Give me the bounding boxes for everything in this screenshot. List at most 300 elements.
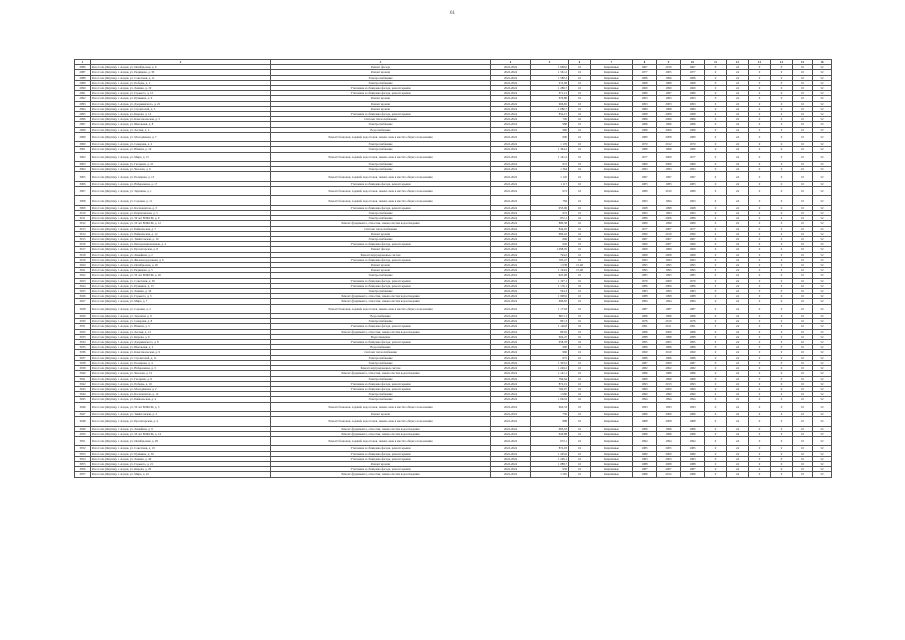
- table-cell-y2: 2011: [657, 324, 681, 329]
- table-cell-c12: 0: [749, 366, 771, 371]
- table-cell-period: 2022-2024: [491, 329, 531, 334]
- table-cell-c10: 0: [705, 397, 727, 402]
- table-cell-addr: Реза Саха (Якутия), г. Алдан, ул. Пролетарская, д. 8: [91, 247, 271, 252]
- table-cell-c10: 0: [705, 247, 727, 252]
- table-cell-addr: Реза Саха (Якутия), г. Алдан, ул. Школьная, д. 8: [91, 122, 271, 127]
- table-cell-c12: 0: [749, 411, 771, 416]
- table-cell-c10: 0: [705, 221, 727, 226]
- table-cell-y1: 1986: [633, 472, 657, 477]
- table-cell-cost: 1 141,1: [531, 371, 569, 376]
- table-cell-c13: 0: [771, 273, 793, 278]
- table-cell-period: 2022-2024: [491, 132, 531, 141]
- table-cell-c12: 0: [749, 402, 771, 411]
- table-cell-a: 16: [569, 402, 591, 411]
- table-cell-c14: 10: [793, 324, 813, 329]
- table-cell-n: 3027: [75, 299, 91, 304]
- table-cell-b: Кирпичные: [591, 226, 633, 231]
- table-cell-c10: 0: [705, 252, 727, 257]
- table-cell-c11: 24: [727, 117, 749, 122]
- table-cell-cost: 1 098,05: [531, 247, 569, 252]
- table-cell-cost: 1 364: [531, 167, 569, 172]
- table-cell-y3: 1963: [681, 211, 705, 216]
- table-cell-n: 3000: [75, 142, 91, 147]
- table-cell-c10: 0: [705, 472, 727, 477]
- table-cell-cost: 906,65: [531, 101, 569, 106]
- table-cell-b: Кирпичные: [591, 70, 633, 75]
- table-cell-cost: 671,12: [531, 91, 569, 96]
- table-cell-c12: 0: [749, 451, 771, 456]
- table-cell-period: 2022-2024: [491, 386, 531, 391]
- table-cell-addr: Реза Саха (Якутия), г. Алдан, ул. Северная, д. 8: [91, 319, 271, 324]
- table-cell-c15: 52: [813, 350, 832, 355]
- table-cell-y2: 1996: [657, 426, 681, 431]
- table-cell-y2: 1999: [657, 247, 681, 252]
- table-cell-c14: 10: [793, 360, 813, 365]
- table-cell-c15: 52: [813, 426, 832, 431]
- table-cell-work: Ремонт балконов, лоджий, водостоков, замена окон в местах общего пользования: [271, 172, 491, 181]
- table-cell-c11: 24: [727, 392, 749, 397]
- table-cell-c10: 0: [705, 446, 727, 451]
- column-header: 2: [91, 60, 271, 65]
- table-cell-work: Электроснабжение: [271, 211, 491, 216]
- table-cell-c13: 0: [771, 319, 793, 324]
- table-cell-c11: 24: [727, 386, 749, 391]
- table-cell-a: 16: [569, 96, 591, 101]
- table-cell-y3: 1989: [681, 187, 705, 196]
- table-cell-addr: Реза Саха (Якутия), г. Алдан, ул. Горького, д. 12: [91, 91, 271, 96]
- table-cell-n: 3048: [75, 417, 91, 426]
- table-cell-y1: 1989: [633, 221, 657, 226]
- table-cell-cost: 625,99: [531, 273, 569, 278]
- table-cell-y2: 2007: [657, 242, 681, 247]
- table-cell-a: 16: [569, 142, 591, 147]
- table-cell-c13: 0: [771, 167, 793, 172]
- table-cell-y2: 2013: [657, 381, 681, 386]
- table-cell-y1: 1990: [633, 231, 657, 236]
- table-cell-y3: 1990: [681, 231, 705, 236]
- table-cell-y2: 2008: [657, 252, 681, 257]
- table-cell-work: Ремонт фундамента, отмостки, замена систем водоотведения: [271, 329, 491, 334]
- table-cell-c14: 10: [793, 263, 813, 268]
- table-row: [75, 304, 832, 313]
- table-cell-period: 2022-2024: [491, 65, 531, 70]
- table-cell-c11: 24: [727, 304, 749, 313]
- table-cell-c11: 24: [727, 314, 749, 319]
- table-cell-addr: Реза Саха (Якутия), г. Алдан, ул. Тимптонская, д. 2: [91, 411, 271, 416]
- table-cell-addr: Реза Саха (Якутия), г. Алдан, ул. Чкалова, д. 6: [91, 167, 271, 172]
- table-cell-n: 3022: [75, 273, 91, 278]
- table-cell-period: 2022-2024: [491, 237, 531, 242]
- table-cell-period: 2022-2024: [491, 226, 531, 231]
- table-cell-work: Ремонт фасада: [271, 65, 491, 70]
- table-cell-y3: 1979: [681, 278, 705, 283]
- table-cell-c14: 10: [793, 112, 813, 117]
- table-cell-c11: 24: [727, 147, 749, 152]
- table-cell-n: 3034: [75, 340, 91, 345]
- table-cell-c11: 24: [727, 319, 749, 324]
- table-cell-work: Ремонт кровли: [271, 461, 491, 466]
- table-cell-c13: 0: [771, 304, 793, 313]
- table-cell-c13: 0: [771, 299, 793, 304]
- table-cell-c11: 24: [727, 411, 749, 416]
- table-cell-period: 2022-2024: [491, 263, 531, 268]
- table-cell-c12: 0: [749, 304, 771, 313]
- table-cell-period: 2022-2024: [491, 142, 531, 147]
- table-cell-n: 3021: [75, 268, 91, 273]
- table-cell-y1: 1986: [633, 75, 657, 80]
- table-cell-b: Кирпичные: [591, 426, 633, 431]
- table-cell-n: 3056: [75, 467, 91, 472]
- table-cell-n: 3049: [75, 426, 91, 431]
- table-cell-addr: Реза Саха (Якутия), г. Алдан, ул. Советская, д. 30: [91, 278, 271, 283]
- table-cell-y1: 1986: [633, 122, 657, 127]
- table-cell-y3: 1990: [681, 242, 705, 247]
- table-cell-y3: 1986: [681, 117, 705, 122]
- table-cell-c10: 0: [705, 106, 727, 111]
- table-cell-c14: 10: [793, 376, 813, 381]
- table-cell-b: Кирпичные: [591, 436, 633, 445]
- table-cell-addr: Реза Саха (Якутия), г. Алдан, ул. Линейная, д. 9: [91, 426, 271, 431]
- table-cell-y2: 2005: [657, 340, 681, 345]
- table-cell-c14: 10: [793, 86, 813, 91]
- table-cell-c11: 24: [727, 231, 749, 236]
- table-cell-n: 3015: [75, 237, 91, 242]
- table-cell-c15: 52: [813, 211, 832, 216]
- table-cell-a: 16: [569, 152, 591, 161]
- table-cell-c15: 52: [813, 75, 832, 80]
- table-cell-n: 2997: [75, 122, 91, 127]
- table-cell-y1: 1986: [633, 216, 657, 221]
- table-cell-n: 3014: [75, 231, 91, 236]
- table-cell-a: 16: [569, 350, 591, 355]
- table-cell-work: Водоснабжение: [271, 127, 491, 132]
- table-cell-y2: 2005: [657, 70, 681, 75]
- table-cell-c11: 24: [727, 376, 749, 381]
- table-cell-cost: 960: [531, 127, 569, 132]
- table-cell-work: Ремонт балконов, лоджий, водостоков, замена окон в местах общего пользования: [271, 402, 491, 411]
- table-cell-period: 2022-2024: [491, 319, 531, 324]
- table-cell-a: 16: [569, 106, 591, 111]
- table-cell-n: 3017: [75, 247, 91, 252]
- table-cell-c13: 0: [771, 205, 793, 210]
- table-cell-c15: 52: [813, 152, 832, 161]
- table-cell-period: 2022-2024: [491, 181, 531, 186]
- table-cell-c12: 0: [749, 106, 771, 111]
- table-cell-b: Кирпичные: [591, 247, 633, 252]
- table-cell-c13: 0: [771, 142, 793, 147]
- table-cell-c12: 0: [749, 231, 771, 236]
- table-cell-c10: 0: [705, 205, 727, 210]
- table-cell-c14: 10: [793, 386, 813, 391]
- table-cell-addr: Реза Саха (Якутия), г. Алдан, ул. Заречная, д. 9: [91, 314, 271, 319]
- table-cell-y3: 1963: [681, 96, 705, 101]
- table-cell-c10: 0: [705, 122, 727, 127]
- table-cell-work: Электроснабжение: [271, 376, 491, 381]
- table-cell-c12: 0: [749, 75, 771, 80]
- table-cell-n: 3024: [75, 283, 91, 288]
- table-cell-c15: 52: [813, 122, 832, 127]
- table-cell-addr: Реза Саха (Якутия), г. Алдан, ул. Школьная, д. 2: [91, 345, 271, 350]
- table-cell-addr: Реза Саха (Якутия), г. Алдан, ул. Радищева, д. 30: [91, 70, 271, 75]
- table-cell-c11: 24: [727, 472, 749, 477]
- table-cell-c13: 0: [771, 237, 793, 242]
- table-cell-n: 2994: [75, 106, 91, 111]
- table-cell-y3: 1980: [681, 132, 705, 141]
- table-cell-b: Кирпичные: [591, 461, 633, 466]
- table-cell-c10: 0: [705, 324, 727, 329]
- table-cell-y3: 1977: [681, 152, 705, 161]
- table-cell-period: 2022-2024: [491, 247, 531, 252]
- table-cell-c12: 0: [749, 237, 771, 242]
- table-cell-n: 3031: [75, 324, 91, 329]
- table-cell-period: 2022-2024: [491, 461, 531, 466]
- table-cell-b: Кирпичные: [591, 334, 633, 339]
- table-cell-c15: 52: [813, 456, 832, 461]
- table-cell-work: Электроснабжение: [271, 167, 491, 172]
- table-cell-b: Кирпичные: [591, 467, 633, 472]
- table-cell-c13: 0: [771, 196, 793, 205]
- table-cell-addr: Реза Саха (Якутия), г. Алдан, ул. Победы, д. 1: [91, 80, 271, 85]
- table-cell-addr: Реза Саха (Якутия), г. Алдан, ул. Космонавтов, д. 12: [91, 392, 271, 397]
- table-cell-c12: 0: [749, 101, 771, 106]
- table-cell-b: Кирпичные: [591, 329, 633, 334]
- table-cell-c10: 0: [705, 127, 727, 132]
- table-cell-n: 3044: [75, 392, 91, 397]
- table-cell-c10: 0: [705, 152, 727, 161]
- column-header: 7: [591, 60, 633, 65]
- table-cell-n: 3041: [75, 376, 91, 381]
- table-cell-y1: 1993: [633, 381, 657, 386]
- table-cell-c14: 10: [793, 252, 813, 257]
- table-cell-addr: Реза Саха (Якутия), г. Алдан, ул. Ленина, д. 34: [91, 289, 271, 294]
- table-cell-period: 2022-2024: [491, 187, 531, 196]
- table-cell-period: 2022-2024: [491, 350, 531, 355]
- table-cell-c14: 10: [793, 187, 813, 196]
- table-cell-c10: 0: [705, 91, 727, 96]
- table-cell-b: Кирпичные: [591, 472, 633, 477]
- table-cell-c13: 0: [771, 101, 793, 106]
- table-cell-period: 2022-2024: [491, 397, 531, 402]
- table-cell-work: Ремонт балконов, лоджий, водостоков, замена окон в местах общего пользования: [271, 304, 491, 313]
- table-cell-work: Электроснабжение: [271, 273, 491, 278]
- table-cell-period: 2022-2024: [491, 376, 531, 381]
- table-cell-b: Кирпичные: [591, 181, 633, 186]
- table-cell-y3: 1986: [681, 127, 705, 132]
- table-cell-n: 2987: [75, 70, 91, 75]
- table-cell-c11: 24: [727, 221, 749, 226]
- table-cell-y1: 1986: [633, 426, 657, 431]
- table-cell-c15: 52: [813, 106, 832, 111]
- table-cell-c12: 0: [749, 152, 771, 161]
- table-cell-c12: 0: [749, 65, 771, 70]
- table-cell-work: Ремонт фундамента, отмостки, замена систем водоотведения: [271, 472, 491, 477]
- table-cell-addr: Реза Саха (Якутия), г. Алдан, ул. Мира, д. 15: [91, 152, 271, 161]
- table-cell-c14: 10: [793, 345, 813, 350]
- table-cell-a: 16: [569, 187, 591, 196]
- table-cell-y2: 2009: [657, 360, 681, 365]
- table-cell-c14: 10: [793, 142, 813, 147]
- table-cell-y3: 1983: [681, 456, 705, 461]
- table-cell-y3: 1983: [681, 181, 705, 186]
- table-cell-c13: 0: [771, 122, 793, 127]
- table-cell-y1: 1977: [633, 226, 657, 231]
- table-cell-c13: 0: [771, 216, 793, 221]
- table-cell-c13: 0: [771, 360, 793, 365]
- table-cell-c13: 0: [771, 334, 793, 339]
- table-cell-y3: 1986: [681, 314, 705, 319]
- column-header: 4: [491, 60, 531, 65]
- table-cell-addr: Реза Саха (Якутия), г. Алдан, ул. Строителей, д. 5: [91, 106, 271, 111]
- table-cell-c12: 0: [749, 278, 771, 283]
- table-cell-y3: 1988: [681, 417, 705, 426]
- table-cell-cost: 1 117: [531, 181, 569, 186]
- table-cell-c12: 0: [749, 80, 771, 85]
- table-cell-c12: 0: [749, 461, 771, 466]
- table-cell-y3: 1985: [681, 446, 705, 451]
- table-cell-c11: 24: [727, 451, 749, 456]
- table-cell-work: Система теплоснабжения: [271, 226, 491, 231]
- table-cell-c12: 0: [749, 196, 771, 205]
- table-cell-c14: 10: [793, 167, 813, 172]
- table-cell-y3: 1968: [681, 80, 705, 85]
- table-cell-y1: 1986: [633, 345, 657, 350]
- table-cell-y2: 1996: [657, 314, 681, 319]
- table-cell-a: 16: [569, 371, 591, 376]
- table-cell-y2: 2010: [657, 187, 681, 196]
- table-cell-c10: 0: [705, 181, 727, 186]
- table-cell-c12: 0: [749, 211, 771, 216]
- table-cell-n: 3037: [75, 355, 91, 360]
- table-cell-period: 2022-2024: [491, 127, 531, 132]
- table-cell-c14: 10: [793, 226, 813, 231]
- table-cell-c13: 0: [771, 283, 793, 288]
- table-cell-n: 2986: [75, 65, 91, 70]
- table-cell-y2: 1994: [657, 196, 681, 205]
- table-cell-c14: 10: [793, 431, 813, 436]
- table-cell-a: 16: [569, 172, 591, 181]
- table-cell-c12: 0: [749, 340, 771, 345]
- table-cell-c10: 0: [705, 417, 727, 426]
- table-cell-period: 2022-2024: [491, 106, 531, 111]
- table-cell-a: 16: [569, 237, 591, 242]
- table-cell-c10: 0: [705, 231, 727, 236]
- table-cell-addr: Реза Саха (Якутия), г. Алдан, ул. Южная, д. 10: [91, 147, 271, 152]
- table-cell-c14: 10: [793, 304, 813, 313]
- table-cell-period: 2022-2024: [491, 75, 531, 80]
- table-cell-c14: 10: [793, 402, 813, 411]
- table-cell-c13: 0: [771, 80, 793, 85]
- table-cell-c12: 0: [749, 252, 771, 257]
- table-cell-n: 3001: [75, 147, 91, 152]
- table-cell-addr: Реза Саха (Якутия), г. Алдан, ул. Садовая, д. 2: [91, 304, 271, 313]
- table-cell-y2: 2006: [657, 283, 681, 288]
- table-cell-y1: 1969: [633, 247, 657, 252]
- table-cell-c11: 24: [727, 467, 749, 472]
- table-cell-c11: 24: [727, 96, 749, 101]
- table-cell-a: 16: [569, 319, 591, 324]
- table-cell-c15: 52: [813, 446, 832, 451]
- table-cell-c15: 52: [813, 112, 832, 117]
- table-cell-c15: 52: [813, 417, 832, 426]
- table-cell-c14: 10: [793, 91, 813, 96]
- table-cell-c13: 0: [771, 65, 793, 70]
- table-cell-work: Система теплоснабжения: [271, 117, 491, 122]
- table-cell-c13: 0: [771, 366, 793, 371]
- table-cell-c14: 10: [793, 75, 813, 80]
- table-cell-c13: 0: [771, 181, 793, 186]
- table-cell-cost: 1 086,7: [531, 106, 569, 111]
- table-cell-a: 16: [569, 247, 591, 252]
- table-cell-c15: 52: [813, 376, 832, 381]
- table-cell-work: Электроснабжение: [271, 216, 491, 221]
- table-cell-period: 2022-2024: [491, 268, 531, 273]
- table-cell-y2: 1996: [657, 122, 681, 127]
- table-cell-n: 3009: [75, 205, 91, 210]
- table-cell-c12: 0: [749, 360, 771, 365]
- table-cell-y2: 1994: [657, 436, 681, 445]
- table-cell-y2: 2008: [657, 132, 681, 141]
- table-cell-y2: 2006: [657, 112, 681, 117]
- table-cell-n: 3025: [75, 289, 91, 294]
- table-cell-y3: 1960: [681, 86, 705, 91]
- table-cell-c12: 0: [749, 172, 771, 181]
- table-cell-c10: 0: [705, 86, 727, 91]
- table-cell-b: Кирпичные: [591, 360, 633, 365]
- table-cell-y3: 1989: [681, 91, 705, 96]
- table-cell-c11: 24: [727, 289, 749, 294]
- table-cell-c11: 24: [727, 456, 749, 461]
- table-cell-cost: 685,18: [531, 426, 569, 431]
- table-cell-c10: 0: [705, 392, 727, 397]
- table-cell-c13: 0: [771, 392, 793, 397]
- table-cell-n: 3007: [75, 187, 91, 196]
- table-cell-c11: 24: [727, 162, 749, 167]
- table-cell-addr: Реза Саха (Якутия), г. Алдан, ул. Набережная, д. 3: [91, 366, 271, 371]
- table-cell-cost: 676,86: [531, 96, 569, 101]
- table-cell-c12: 0: [749, 431, 771, 436]
- table-cell-y3: 1998: [681, 112, 705, 117]
- table-cell-cost: 1 176,1: [531, 283, 569, 288]
- table-cell-c14: 10: [793, 205, 813, 210]
- table-cell-c11: 24: [727, 273, 749, 278]
- table-cell-c10: 0: [705, 283, 727, 288]
- table-cell-c12: 0: [749, 268, 771, 273]
- table-cell-c11: 24: [727, 247, 749, 252]
- table-cell-c12: 0: [749, 324, 771, 329]
- table-cell-n: 2991: [75, 91, 91, 96]
- table-cell-b: Кирпичные: [591, 299, 633, 304]
- table-cell-b: Кирпичные: [591, 106, 633, 111]
- table-cell-c15: 52: [813, 304, 832, 313]
- table-cell-addr: Реза Саха (Якутия), г. Алдан, ул. Строителей, д. 11: [91, 355, 271, 360]
- table-cell-y2: 1997: [657, 172, 681, 181]
- table-cell-c10: 0: [705, 366, 727, 371]
- table-cell-work: Ремонт балконов, лоджий, водостоков, замена окон в местах общего пользования: [271, 196, 491, 205]
- table-cell-period: 2022-2024: [491, 252, 531, 257]
- table-cell-work: Утепление и облицовка фасада, ремонт крыши: [271, 446, 491, 451]
- table-cell-a: 16: [569, 392, 591, 397]
- column-header: 6: [569, 60, 591, 65]
- table-cell-c14: 10: [793, 106, 813, 111]
- table-cell-period: 2022-2024: [491, 205, 531, 210]
- table-cell-n: 3029: [75, 314, 91, 319]
- table-cell-n: 3032: [75, 329, 91, 334]
- table-cell-period: 2022-2024: [491, 152, 531, 161]
- table-cell-c15: 52: [813, 472, 832, 477]
- table-cell-y3: 1993: [681, 101, 705, 106]
- table-cell-addr: Реза Саха (Якутия), г. Алдан, ул. Пушкина, д. 30: [91, 451, 271, 456]
- table-cell-y3: 1995: [681, 268, 705, 273]
